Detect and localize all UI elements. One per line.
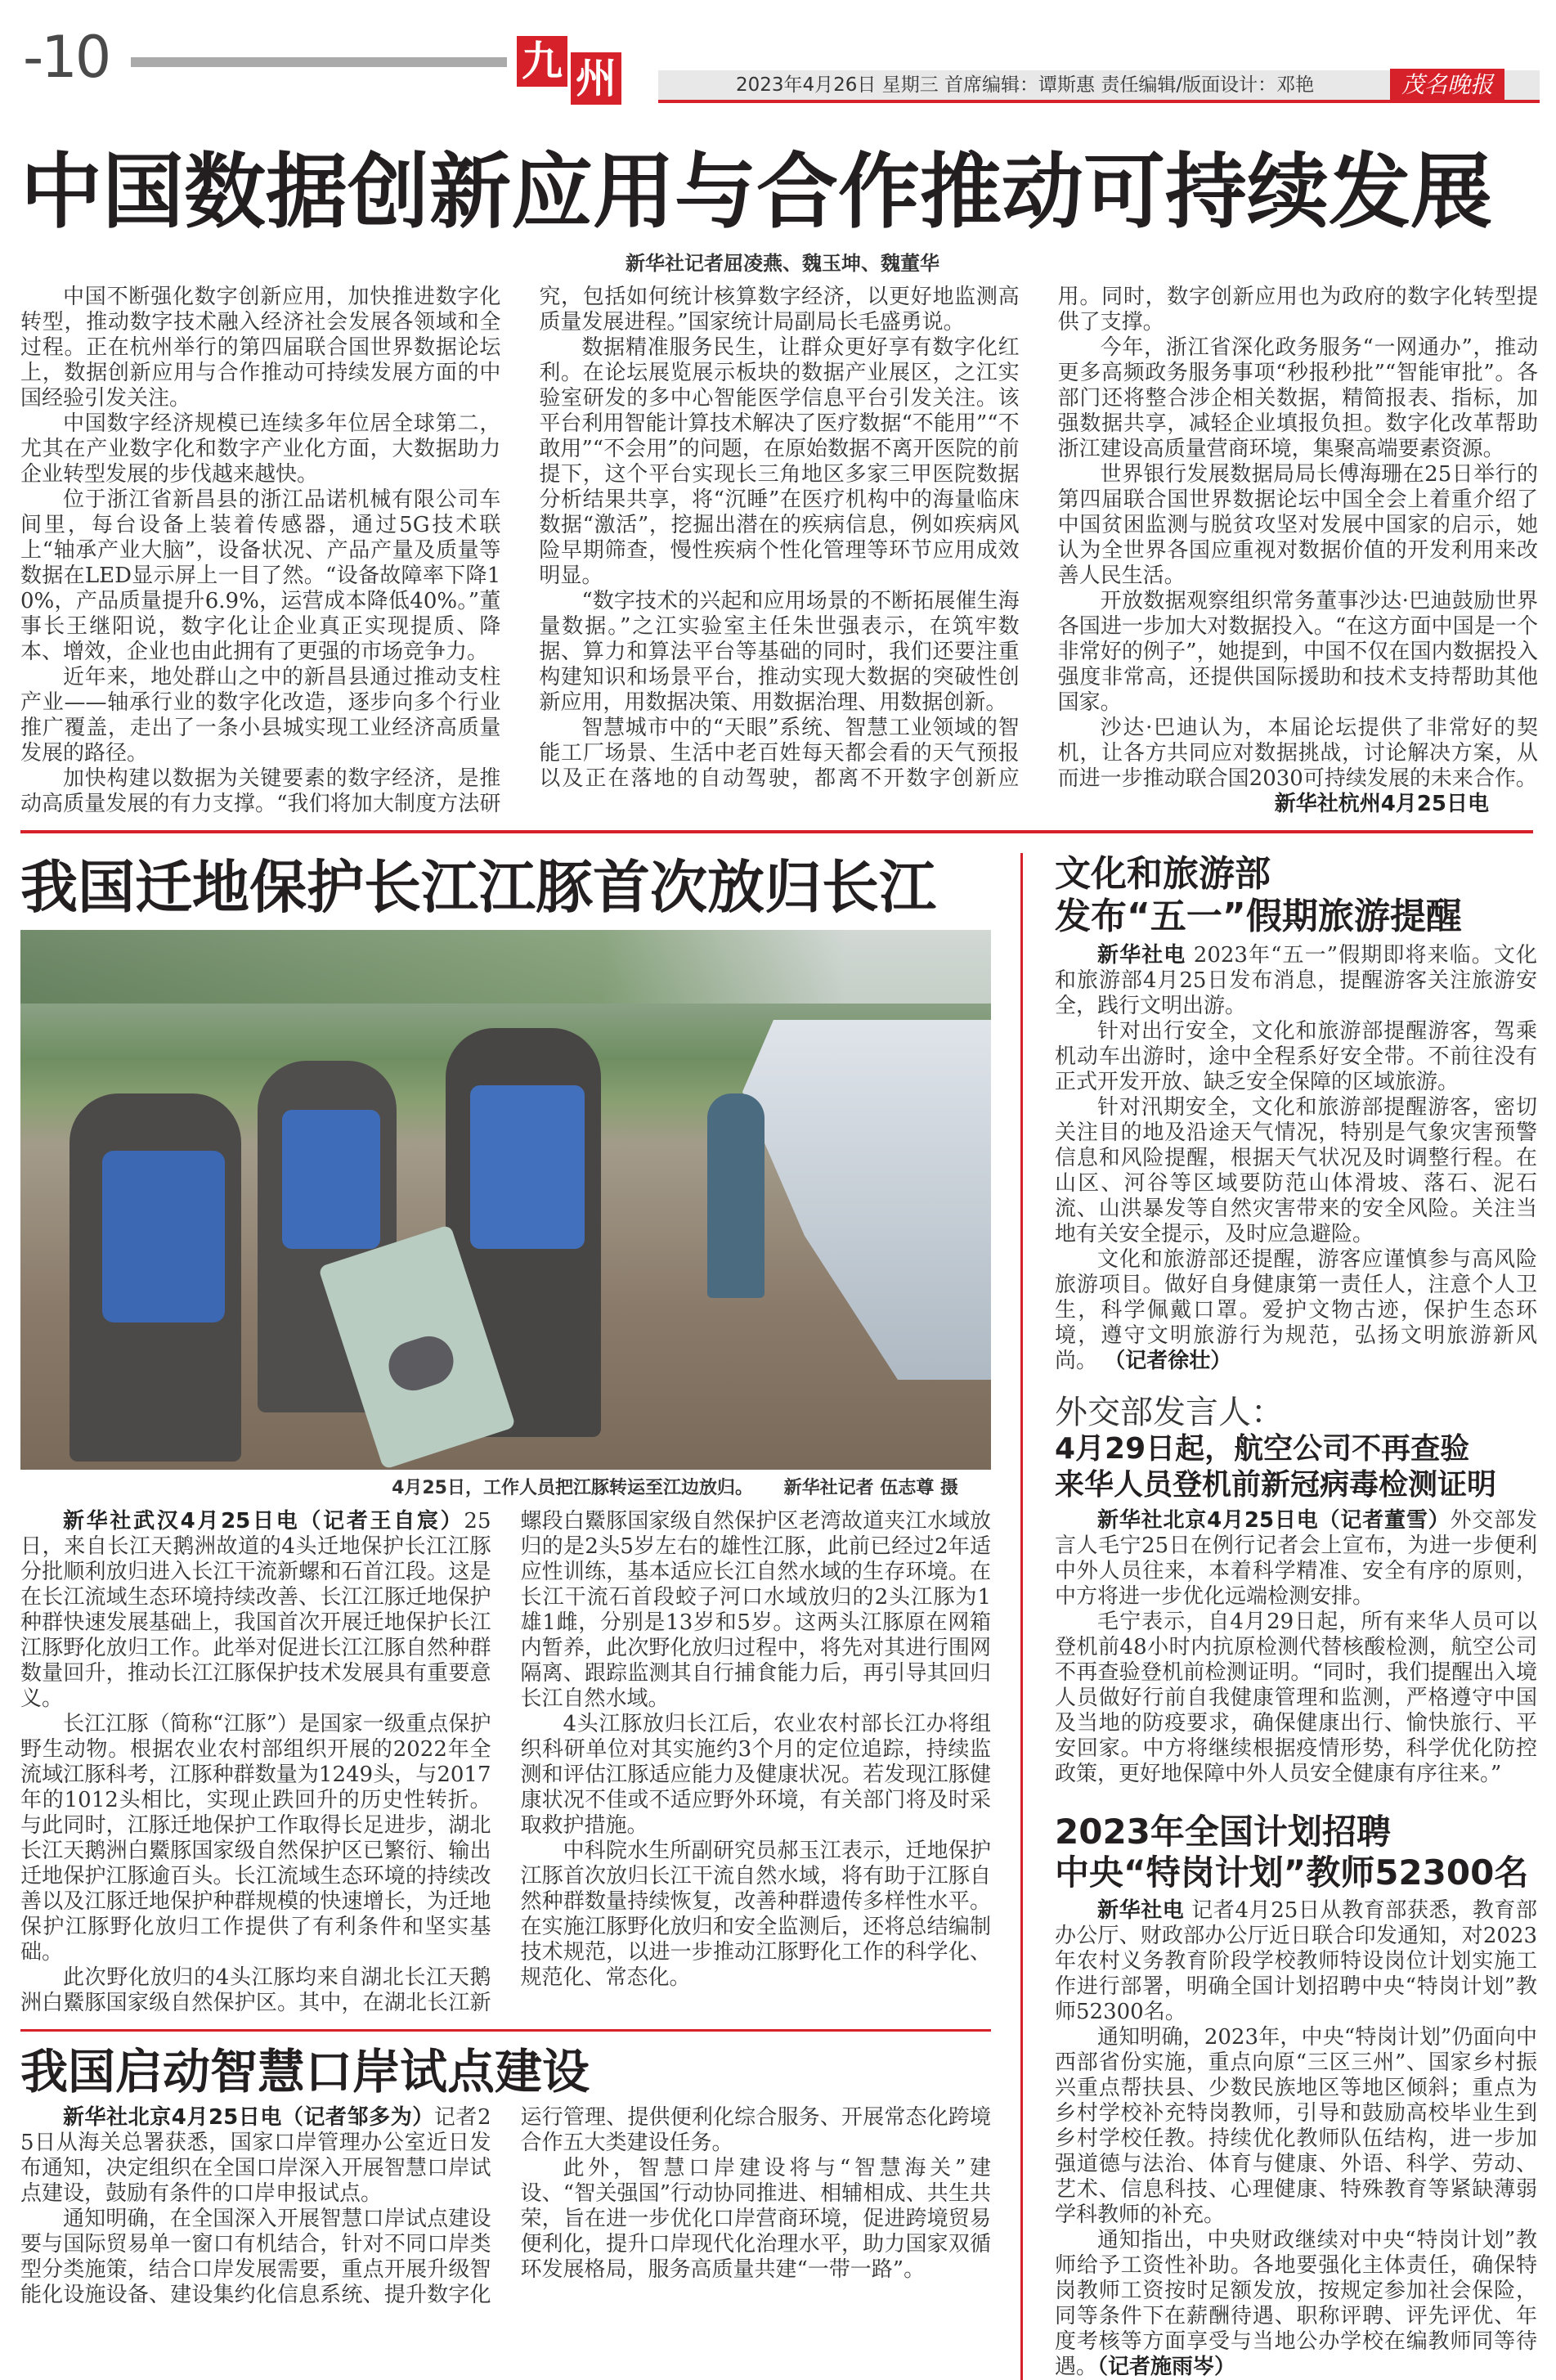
paragraph: 开放数据观察组织常务董事沙达·巴迪鼓励世界各国进一步加大对数据投入。“在这方面中国是一个非常好的例子”，她提到，中国不仅在国内数据投入强度非常高，还提供国际援助和技术支持帮助其他国家。	[1057, 589, 1538, 715]
paragraph: 近年来，地处群山之中的新昌县通过推动支柱产业——轴承行业的数字化改造，逐步向多个行业推广覆盖，走出了一条小县城实现工业经济高质量发展的路径。	[20, 665, 501, 766]
section-divider	[20, 2029, 991, 2032]
caption-text: 4月25日，工作人员把江豚转运至江边放归。	[392, 1478, 753, 1498]
lead-source: 新华社武汉4月25日电（记者王自宸）	[63, 1509, 464, 1534]
paragraph: 通知指出，中央财政继续对中央“特岗计划”教师给予工资性补助。各地要强化主体责任，确保特岗教师工资按时足额发放，按规定参加社会保险，同等条件下在薪酬待遇、职称评聘、评先评优、年度考核等方面享受与当地公办学校在编教师同等待遇。（记者施雨岑）	[1055, 2228, 1537, 2379]
paragraph: 中国数字经济规模已连续多年位居全球第二，尤其在产业数字化和数字产业化方面，大数据助力企业转型发展的步伐越来越快。	[20, 411, 501, 487]
paragraph: 数据精准服务民生，让群众更好享有数字化红利。在论坛展览展示板块的数据产业展区，之江实验室研发的多中心智能医学信息平台引发关注。该平台利用智能计算技术解决了医疗数据“不能用”“不敢用”“不会用”的问题，在原始数据不离开医院的前提下，这个平台实现长三角地区多家三甲医院数据分析结果共享，将“沉睡”在医疗机构中的海量临床数据“激活”，挖掘出潜在的疾病信息，例如疾病风险早期筛查，慢性疾病个性化管理等环节应用成效明显。	[539, 335, 1020, 588]
life-vest	[470, 1085, 585, 1249]
paragraph: 新华社北京4月25日电（记者董雪）外交部发言人毛宁25日在例行记者会上宣布，为进一步便利中外人员往来，本着科学精准、安全有序的原则，中方将进一步优化远端检测安排。	[1055, 1508, 1537, 1609]
paragraph: “数字技术的兴起和应用场景的不断拓展催生海量数据。”之江实验室主任朱世强表示，在筑牢数据、算力和算法平台等基础的同时，我们还要注重构建知识和场景平台，推动实现大数据的突破性创新应用，用数据决策、用数据治理、用数据创新。	[539, 589, 1020, 715]
reporter: （记者施雨岑）	[1097, 2355, 1236, 2379]
paragraph: 此外，智慧口岸建设将与“智慧海关”建设、“智关强国”行动协同推进、相辅相成、共生共荣，旨在进一步优化口岸营商环境，促进跨境贸易便利化，提升口岸现代化治理水平，助力国家双循环发展格局，服务高质量共建“一带一路”。	[520, 2156, 991, 2282]
teacher-body	[1055, 1898, 1537, 2380]
mfa-body	[1055, 1508, 1537, 1787]
teacher-headline	[1055, 1812, 1537, 1893]
date-editors: 2023年4月26日 星期三 首席编辑：谭斯惠 责任编辑/版面设计：邓艳	[736, 74, 1315, 96]
page-content	[20, 139, 1538, 2380]
section-logo-zhou: 州	[571, 52, 621, 105]
paragraph: 新华社北京4月25日电（记者邹多为）记者25日从海关总署获悉，国家口岸管理办公室近日发布通知，决定组织在全国口岸深入开展智慧口岸试点建设，鼓励有条件的口岸申报试点。	[20, 2105, 491, 2206]
lead-source: 新华社电	[1097, 943, 1186, 968]
mfa-kicker: 外交部发言人：	[1055, 1394, 1284, 1431]
life-vest	[102, 1151, 225, 1322]
paragraph: 毛宁表示，自4月29日起，所有来华人员可以登机前48小时内抗原检测代替核酸检测，航空公司不再查验登机前检测证明。“同时，我们提醒出入境人员做好行前自我健康管理和监测，严格遵守中国及当地的防疫要求，确保健康出行、愉快旅行、平安回家。中方将继续根据疫情形势，科学优化防控政策，更好地保障中外人员安全健康有序往来。”	[1055, 1610, 1537, 1786]
paragraph: 中国不断强化数字创新应用，加快推进数字化转型，推动数字技术融入经济社会发展各领域和全过程。正在杭州举行的第四届联合国世界数据论坛上，数据创新应用与合作推动可持续发展方面的中国经验引发关注。	[20, 285, 501, 411]
paragraph: 新华社武汉4月25日电（记者王自宸）25日，来自长江天鹅洲故道的4头迁地保护长江江豚分批顺利放归进入长江干流新螺和石首江段。这是在长江流域生态环境持续改善、长江江豚迁地保护种群快速发展基础上，我国首次开展迁地保护长江江豚野化放归工作。此举对促进长江江豚自然种群数量回升，推动长江江豚保护技术发展具有重要意义。	[20, 1509, 491, 1711]
paragraph: 世界银行发展数据局局长傅海珊在25日举行的第四届联合国世界数据论坛中国全会上着重介绍了中国贫困监测与脱贫攻坚对发展中国家的启示，她认为全世界各国应重视对数据价值的开发利用来改善人民生活。	[1057, 462, 1538, 588]
official-figure	[707, 1093, 765, 1298]
paragraph: 加快构建以数据为关键要素的数字经济，是推动高质量发展的有力支撑。“我们将加大制度方法研究，包括如何统计核算数字经济，以更好地监测高质量发展进程。”国家统计局副局长毛盛勇说。	[20, 285, 1020, 816]
port-body	[20, 2105, 991, 2308]
lead-source: 新华社北京4月25日电（记者董雪）	[1097, 1508, 1451, 1533]
paragraph: 新华社电 记者4月25日从教育部获悉，教育部办公厅、财政部办公厅近日联合印发通知，对2023年农村义务教育阶段学校教师特设岗位计划实施工作进行部署，明确全国计划招聘中央“特岗计划”教师52300名。	[1055, 1898, 1537, 2024]
lead-body	[20, 285, 1538, 817]
paragraph: 新华社电 2023年“五一”假期即将来临。文化和旅游部4月25日发布消息，提醒游客关注旅游安全，践行文明出游。	[1055, 943, 1537, 1018]
tourism-headline	[1055, 853, 1537, 938]
headline-line: 4月29日起，航空公司不再查验	[1055, 1432, 1470, 1466]
tourism-body	[1055, 943, 1537, 1374]
paragraph: 长江江豚（简称“江豚”）是国家一级重点保护野生动物。根据农业农村部组织开展的2022年全流域江豚科考，江豚种群数量为1249头，与2017年的1012头相比，实现止跌回升的历史性转折。与此同时，江豚迁地保护工作取得长足进步，湖北长江天鹅洲白鱀豚国家级自然保护区已繁衍、输出迁地保护江豚逾百头。长江流域生态环境的持续改善以及江豚迁地保护种群规模的快速增长，为迁地保护江豚野化放归工作提供了有利条件和坚实基础。	[20, 1712, 491, 1965]
porpoise-body	[20, 1509, 991, 2016]
porpoise-headline: 我国迁地保护长江江豚首次放归长江	[20, 854, 936, 921]
paragraph: 此次野化放归的4头江豚均来自湖北长江天鹅洲白鱀豚国家级自然保护区。其中，在湖北长江新螺段白鱀豚国家级自然保护区老湾故道夹江水域放归的是2头5岁左右的雄性江豚，此前已经过2年适应性训练，基本适应长江自然水域的生存环境。在长江干流石首段蛟子河口水域放归的2头江豚为1雄1雌，分别是13岁和5岁。这两头江豚原在网箱内暂养，此次野化放归过程中，将先对其进行围网隔离、跟踪监测其自行捕食能力后，再引导其回归长江自然水域。	[20, 1509, 991, 2015]
headline-line: 来华人员登机前新冠病毒检测证明	[1055, 1468, 1497, 1502]
column-divider	[1020, 853, 1023, 2380]
lead-source: 新华社电	[1097, 1898, 1185, 1923]
porpoise-photo	[20, 930, 991, 1470]
lead-headline: 中国数据创新应用与合作推动可持续发展	[20, 144, 1492, 240]
dateline: 新华社杭州4月25日电	[1274, 792, 1489, 816]
paragraph: 今年，浙江省深化政务服务“一网通办”，推动更多高频政务服务事项“秒报秒批”“智能审批”。各部门还将整合涉企相关数据，精简报表、指标，加强数据共享，减轻企业填报负担。数字化改革帮助浙江建设高质量营商环境，集聚高端要素资源。	[1057, 335, 1538, 461]
paragraph: 文化和旅游部还提醒，游客应谨慎参与高风险旅游项目。做好自身健康第一责任人，注意个人卫生，科学佩戴口罩。爱护文物古迹，保护生态环境，遵守文明旅游行为规范，弘扬文明旅游新风尚。 （记者徐壮）	[1055, 1247, 1537, 1373]
headline-line: 中央“特岗计划”教师52300名	[1055, 1852, 1529, 1893]
paragraph: 沙达·巴迪认为，本届论坛提供了非常好的契机，让各方共同应对数据挑战，讨论解决方案，从而进一步推动联合国2030可持续发展的未来合作。	[1057, 716, 1538, 791]
page-number: -10	[23, 24, 110, 91]
lead-byline: 新华社记者屈凌燕、魏玉坤、魏董华	[626, 252, 939, 275]
header-gray-rule	[131, 57, 507, 67]
paragraph: 中科院水生所副研究员郝玉江表示，迁地保护江豚首次放归长江干流自然水域，将有助于江豚自然种群数量持续恢复，改善种群遗传多样性水平。在实施江豚野化放归和安全监测后，还将总结编制技术规范，以进一步推动江豚野化工作的科学化、规范化、常态化。	[520, 1839, 991, 1990]
paper-logo: 茂名晚报	[1390, 69, 1504, 101]
headline-line: 2023年全国计划招聘	[1055, 1812, 1391, 1852]
paragraph: 针对汛期安全，文化和旅游部提醒游客，密切关注目的地及沿途天气情况，特别是气象灾害预警信息和风险提醒，根据天气状况及时调整行程。在山区、河谷等区域要防范山体滑坡、落石、泥石流、山洪暴发等自然灾害带来的安全风险。关注当地有关安全提示，及时应急避险。	[1055, 1095, 1537, 1246]
headline-line: 文化和旅游部	[1055, 853, 1271, 895]
paragraph: 通知明确，2023年，中央“特岗计划”仍面向中西部省份实施，重点向原“三区三州”、国家乡村振兴重点帮扶县、少数民族地区等地区倾斜；重点为乡村学校补充特岗教师，引导和鼓励高校毕业生到乡村学校任教。持续优化教师队伍结构，进一步加强道德与法治、体育与健康、外语、科学、劳动、艺术、信息科技、心理健康、特殊教育等紧缺薄弱学科教师的补充。	[1055, 2025, 1537, 2227]
port-headline: 我国启动智慧口岸试点建设	[20, 2044, 590, 2099]
reporter: （记者徐壮）	[1104, 1349, 1232, 1373]
paragraph: 4头江豚放归长江后，农业农村部长江办将组织科研单位对其实施约3个月的定位追踪，持续监测和评估江豚适应能力及健康状况。若发现江豚健康状况不佳或不适应野外环境，有关部门将及时采取救护措施。	[520, 1712, 991, 1838]
photo-caption	[20, 1476, 991, 1501]
section-logo-jiu: 九	[517, 36, 567, 87]
mfa-headline	[1055, 1431, 1537, 1503]
headline-line: 发布“五一”假期旅游提醒	[1055, 896, 1462, 937]
section-divider	[20, 830, 1533, 833]
paragraph: 通知明确，在全国深入开展智慧口岸试点建设要与国际贸易单一窗口有机结合，针对不同口岸类型分类施策，结合口岸发展需要，重点开展升级智能化设施设备、建设集约化信息系统、提升数字化运行管理、提供便利化综合服务、开展常态化跨境合作五大类建设任务。	[20, 2105, 991, 2307]
paragraph: 位于浙江省新昌县的浙江品诺机械有限公司车间里，每台设备上装着传感器，通过5G技术联上“轴承产业大脑”，设备状况、产品产量及质量等数据在LED显示屏上一目了然。“设备故障率下降10%，产品质量提升6.9%，运营成本降低40%。”董事长王继阳说，数字化让企业真正实现提质、降本、增效，企业也由此拥有了更强的市场竞争力。	[20, 487, 501, 664]
photo-credit: 新华社记者 伍志尊 摄	[783, 1478, 958, 1498]
paragraph: 智慧城市中的“天眼”系统、智慧工业领域的智能工厂场景、生活中老百姓每天都会看的天气预报以及正在落地的自动驾驶，都离不开数字创新应用。同时，数字创新应用也为政府的数字化转型提供了支撑。	[539, 285, 1538, 791]
lead-source: 新华社北京4月25日电（记者邹多为）	[63, 2105, 434, 2130]
paragraph: 针对出行安全，文化和旅游部提醒游客，驾乘机动车出游时，途中全程系好安全带。不前往没有正式开发开放、缺乏安全保障的区域旅游。	[1055, 1019, 1537, 1094]
life-vest	[282, 1110, 380, 1249]
